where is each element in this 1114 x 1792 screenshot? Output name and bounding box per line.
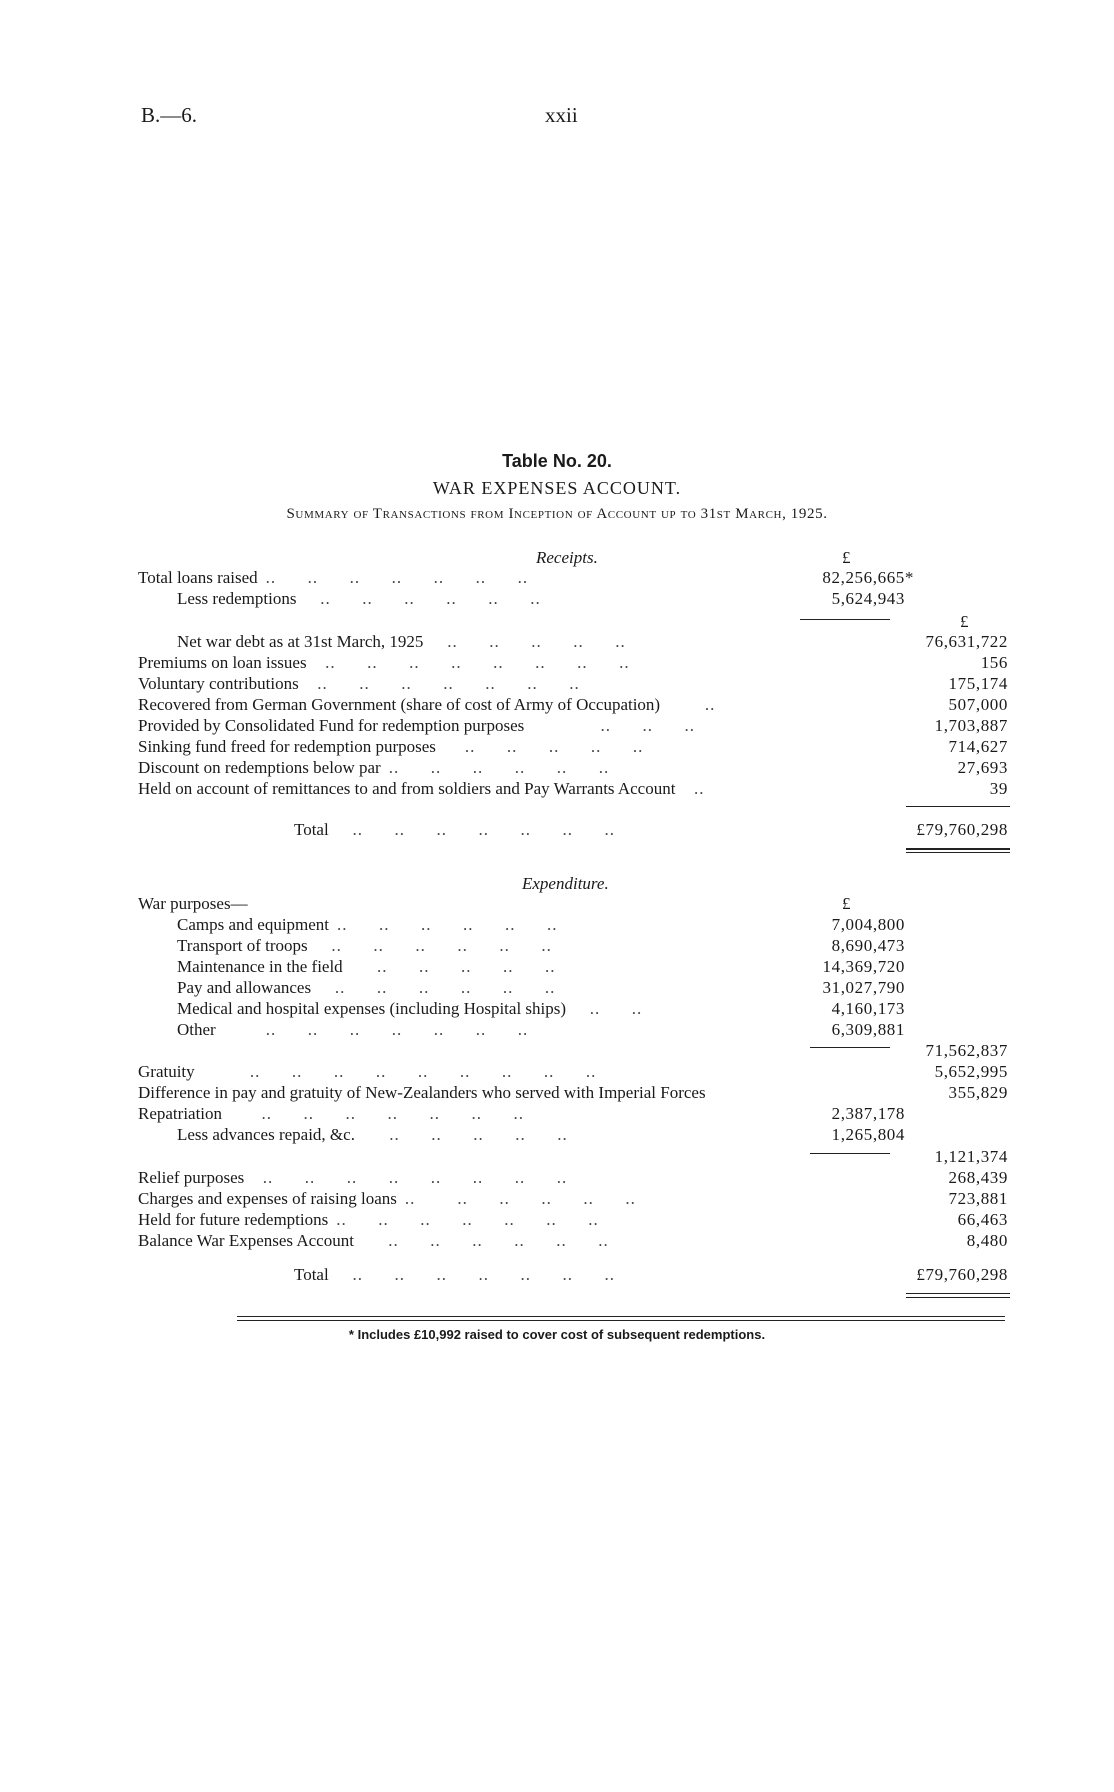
expenditure-total-row: Total .. .. .. .. .. .. .. £79,760,298	[294, 1265, 1008, 1284]
advances-label: Less advances repaid, &c.	[177, 1125, 355, 1144]
difference-value: 355,829	[948, 1083, 1008, 1102]
footnote-rule-2	[237, 1320, 1005, 1321]
expenditure-row: Charges and expenses of raising loans .. .. .. .. .. .. 723,881	[138, 1189, 1008, 1208]
redemptions-label: Less redemptions	[177, 589, 297, 608]
war-purposes-label: War purposes—	[138, 894, 248, 913]
receipts-total-double-rule-2	[906, 852, 1010, 853]
war-item-value: 4,160,173	[831, 999, 905, 1018]
expenditure-value: 723,881	[948, 1189, 1008, 1208]
war-item-value: 6,309,881	[831, 1020, 905, 1039]
war-item-label: Medical and hospital expenses (including Hospital ships)	[177, 999, 567, 1018]
war-item-value: 31,027,790	[822, 978, 905, 997]
receipts-currency-col1: £	[842, 548, 851, 567]
receipt-row: Sinking fund freed for redemption purposes .. .. .. .. .. 714,627	[138, 737, 1008, 756]
repatriation-value: 2,387,178	[831, 1104, 905, 1123]
war-total-row	[0, 1041, 1114, 1061]
advances-row: Less advances repaid, &c. .. .. .. .. .. 1,265,804	[177, 1125, 905, 1144]
expenditure-value: 8,480	[966, 1231, 1008, 1250]
receipts-loans-row: Total loans raised .. .. .. .. .. .. .. 82,256,665*	[138, 568, 914, 587]
gratuity-value: 5,652,995	[934, 1062, 1008, 1081]
receipt-label: Provided by Consolidated Fund for redemption purposes	[138, 716, 525, 735]
expenditure-row: Relief purposes .. .. .. .. .. .. .. .. 268,439	[138, 1168, 1008, 1187]
receipts-total-value: £79,760,298	[916, 820, 1008, 839]
receipts-heading: Receipts.	[536, 548, 598, 567]
advances-value: 1,265,804	[831, 1125, 905, 1144]
war-item-value: 8,690,473	[831, 936, 905, 955]
war-item-label: Pay and allowances	[177, 978, 312, 997]
expenditure-total-label: Total	[294, 1265, 329, 1284]
expenditure-total-double-rule-1	[906, 1293, 1010, 1294]
war-total-value: 71,562,837	[925, 1041, 1008, 1060]
gratuity-label: Gratuity	[138, 1062, 195, 1081]
receipts-total-double-rule-1	[906, 848, 1010, 850]
receipts-subtotal-rule	[800, 619, 890, 620]
receipt-value: 156	[980, 653, 1008, 672]
receipts-total-label: Total	[294, 820, 329, 839]
receipt-row: Provided by Consolidated Fund for redemption purposes .. .. .. 1,703,887	[138, 716, 1008, 735]
footnote-rule-1	[237, 1316, 1005, 1317]
receipt-row: Held on account of remittances to and from soldiers and Pay Warrants Account .. 39	[138, 779, 1008, 798]
war-item-label: Transport of troops	[177, 936, 308, 955]
receipt-label: Net war debt as at 31st March, 1925	[177, 632, 424, 651]
expenditure-row: Balance War Expenses Account .. .. .. .. .. .. 8,480	[138, 1231, 1008, 1250]
war-item-label: Maintenance in the field	[177, 957, 343, 976]
expenditure-value: 268,439	[948, 1168, 1008, 1187]
receipt-value: 175,174	[948, 674, 1008, 693]
war-item-label: Other	[177, 1020, 216, 1039]
receipts-total-row: Total .. .. .. .. .. .. .. £79,760,298	[294, 820, 1008, 839]
receipt-label: Sinking fund freed for redemption purposes	[138, 737, 436, 756]
expenditure-row: Held for future redemptions .. .. .. .. .. .. .. 66,463	[138, 1210, 1008, 1229]
receipt-value: 507,000	[948, 695, 1008, 714]
receipt-label: Discount on redemptions below par	[138, 758, 381, 777]
repatriation-net-row	[0, 1147, 1114, 1167]
expenditure-value: 66,463	[957, 1210, 1008, 1229]
receipt-value: 714,627	[948, 737, 1008, 756]
receipt-label: Held on account of remittances to and from soldiers and Pay Warrants Account	[138, 779, 676, 798]
loans-value: 82,256,665*	[822, 568, 914, 587]
table-number: Table No. 20.	[502, 451, 612, 471]
redemptions-value: 5,624,943	[831, 589, 905, 608]
war-item-row: Pay and allowances .. .. .. .. .. .. 31,027,790	[177, 978, 905, 997]
expenditure-total-value: £79,760,298	[916, 1265, 1008, 1284]
table-subtitle: Summary of Transactions from Inception of Account up to 31st March, 1925.	[286, 506, 828, 522]
repatriation-net-value: 1,121,374	[934, 1147, 1008, 1166]
expenditure-currency-col1: £	[842, 894, 851, 913]
war-item-row: Medical and hospital expenses (including Hospital ships) .. .. 4,160,173	[177, 999, 905, 1018]
receipt-row: Voluntary contributions .. .. .. .. .. .. .. 175,174	[138, 674, 1008, 693]
receipt-row: Discount on redemptions below par .. .. .. .. .. .. 27,693	[138, 758, 1008, 777]
war-item-row: Transport of troops .. .. .. .. .. .. 8,690,473	[177, 936, 905, 955]
difference-label: Difference in pay and gratuity of New-Zealanders who served with Imperial Forces	[138, 1083, 706, 1102]
receipts-redemptions-row: Less redemptions .. .. .. .. .. .. 5,624,943	[177, 589, 905, 608]
receipt-label: Premiums on loan issues	[138, 653, 307, 672]
page-ref: B.—6.	[141, 103, 198, 127]
difference-row	[0, 1083, 1114, 1103]
expenditure-label: Charges and expenses of raising loans	[138, 1189, 397, 1208]
receipt-value: 76,631,722	[925, 632, 1008, 651]
receipt-row: Recovered from German Government (share of cost of Army of Occupation) .. 507,000	[138, 695, 1008, 714]
receipts-total-rule	[906, 806, 1010, 807]
receipt-label: Recovered from German Government (share of cost of Army of Occupation)	[138, 695, 661, 714]
page-number: xxii	[545, 103, 578, 127]
repatriation-label: Repatriation	[138, 1104, 223, 1123]
receipt-label: Voluntary contributions	[138, 674, 299, 693]
war-item-value: 7,004,800	[831, 915, 905, 934]
war-item-label: Camps and equipment	[177, 915, 330, 934]
war-item-value: 14,369,720	[822, 957, 905, 976]
expenditure-total-double-rule-2	[906, 1297, 1010, 1298]
receipt-row: Net war debt as at 31st March, 1925 .. .. .. .. .. 76,631,722	[177, 632, 1008, 651]
expenditure-label: Balance War Expenses Account	[138, 1231, 354, 1250]
repatriation-row: Repatriation .. .. .. .. .. .. .. 2,387,178	[138, 1104, 905, 1123]
expenditure-heading: Expenditure.	[522, 874, 609, 893]
gratuity-row: Gratuity .. .. .. .. .. .. .. .. .. 5,652,995	[138, 1062, 1008, 1081]
loans-label: Total loans raised	[138, 568, 258, 587]
expenditure-label: Relief purposes	[138, 1168, 245, 1187]
receipt-value: 39	[989, 779, 1008, 798]
war-item-row: Maintenance in the field .. .. .. .. .. 14,369,720	[177, 957, 905, 976]
footnote: * Includes £10,992 raised to cover cost of subsequent redemptions.	[348, 1327, 766, 1342]
receipt-value: 1,703,887	[934, 716, 1008, 735]
receipt-value: 27,693	[957, 758, 1008, 777]
expenditure-label: Held for future redemptions	[138, 1210, 329, 1229]
table-title: WAR EXPENSES ACCOUNT.	[432, 478, 682, 498]
receipt-row: Premiums on loan issues .. .. .. .. .. .. .. .. 156	[138, 653, 1008, 672]
war-item-row: Other .. .. .. .. .. .. .. 6,309,881	[177, 1020, 905, 1039]
receipts-currency-col2: £	[960, 612, 969, 631]
war-item-row: Camps and equipment .. .. .. .. .. .. 7,004,800	[177, 915, 905, 934]
